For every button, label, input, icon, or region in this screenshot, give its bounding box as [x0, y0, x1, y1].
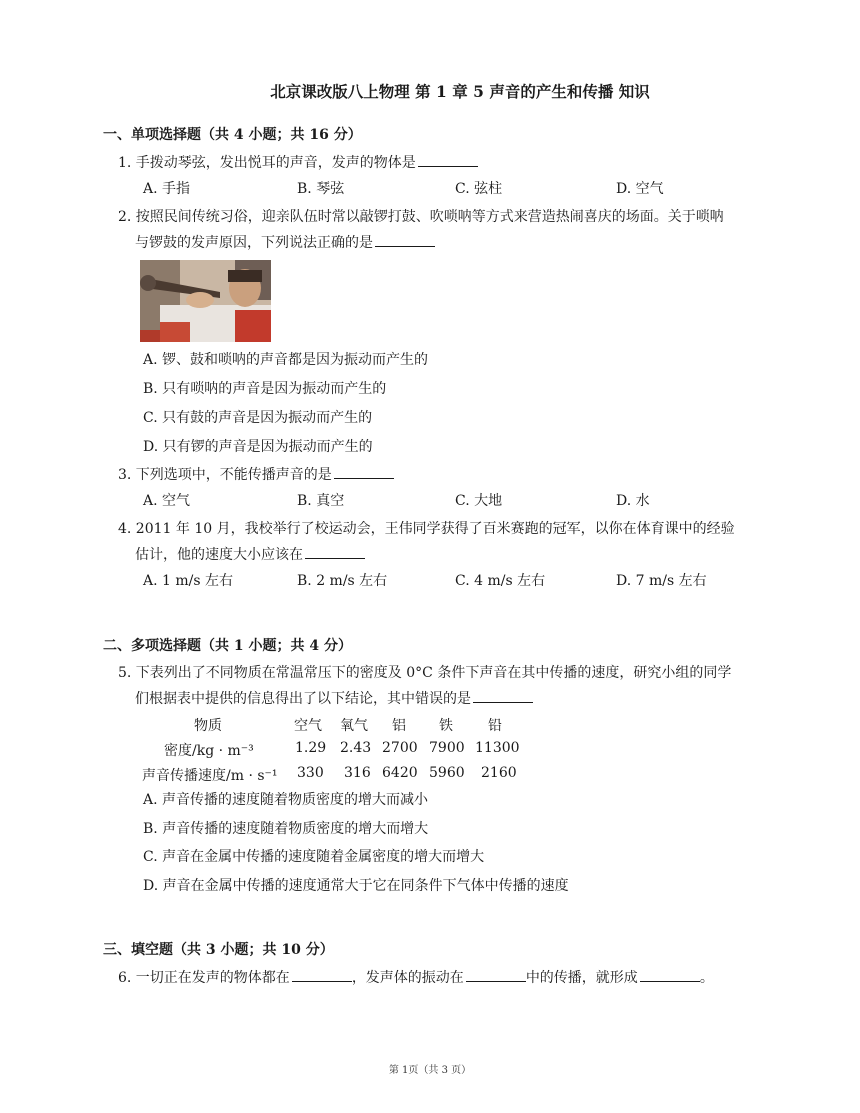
- answer-blank: [375, 245, 435, 247]
- option-d: D. 水: [616, 493, 650, 509]
- option-a: A. 手指: [143, 181, 191, 197]
- answer-blank: [466, 980, 526, 982]
- question-2-line1: 2. 按照民间传统习俗，迎亲队伍时常以敲锣打鼓、吹唢呐等方式来营造热闹喜庆的场面。关于唢呐: [118, 209, 724, 225]
- question-2-option-b: B. 只有唢呐的声音是因为振动而产生的: [143, 381, 387, 397]
- option-c: C. 4 m/s 左右: [455, 573, 546, 589]
- density-iron: 7900: [429, 740, 465, 756]
- question-5-line2-text: 们根据表中提供的信息得出了以下结论，其中错误的是: [135, 691, 471, 707]
- question-1-text: 1. 手拨动琴弦，发出悦耳的声音，发声的物体是: [118, 155, 416, 171]
- table-header-oxygen: 氧气: [340, 718, 368, 734]
- question-6-part3: 中的传播，就形成: [525, 970, 638, 986]
- speed-label: 声音传播速度/m · s⁻¹: [142, 768, 278, 784]
- option-d: D. 空气: [616, 181, 664, 197]
- density-lead: 11300: [475, 740, 520, 756]
- table-header-lead: 铅: [488, 718, 502, 734]
- speed-iron: 5960: [429, 765, 465, 781]
- speed-oxygen: 316: [344, 765, 371, 781]
- answer-blank: [292, 980, 352, 982]
- option-c: C. 弦柱: [455, 181, 503, 197]
- question-6-part2: ，发声体的振动在: [351, 970, 464, 986]
- density-aluminum: 2700: [382, 740, 418, 756]
- section-heading-fill-blank: 三、填空题（共 3 小题；共 10 分）: [103, 942, 334, 958]
- question-5-option-c: C. 声音在金属中传播的速度随着金属密度的增大而增大: [143, 849, 485, 865]
- question-5-option-a: A. 声音传播的速度随着物质密度的增大而减小: [143, 792, 429, 808]
- question-3-stem: [118, 462, 768, 488]
- question-5-option-d: D. 声音在金属中传播的速度通常大于它在同条件下气体中传播的速度: [143, 878, 569, 894]
- question-3-text: 3. 下列选项中，不能传播声音的是: [118, 467, 332, 483]
- density-air: 1.29: [295, 740, 327, 756]
- question-4-line1: 4. 2011 年 10 月，我校举行了校运动会，王伟同学获得了百米赛跑的冠军，以你在体育课中的经验: [118, 521, 735, 537]
- section-heading-single-choice: 一、单项选择题（共 4 小题；共 16 分）: [103, 127, 362, 143]
- speed-air: 330: [297, 765, 324, 781]
- question-5-option-b: B. 声音传播的速度随着物质密度的增大而增大: [143, 821, 429, 837]
- question-4-line2: [118, 542, 778, 568]
- answer-blank: [334, 477, 394, 479]
- question-2-stem: [118, 204, 778, 256]
- question-2-line2-text: 与锣鼓的发声原因，下列说法正确的是: [135, 235, 373, 251]
- question-4-line2-text: 估计，他的速度大小应该在: [135, 547, 303, 563]
- option-b: B. 琴弦: [297, 181, 345, 197]
- option-c: C. 大地: [455, 493, 503, 509]
- question-2-option-c: C. 只有鼓的声音是因为振动而产生的: [143, 410, 373, 426]
- density-oxygen: 2.43: [340, 740, 372, 756]
- option-b: B. 真空: [297, 493, 345, 509]
- question-1-options: [143, 178, 783, 198]
- question-2-line2: [118, 230, 778, 256]
- question-5-stem: [118, 660, 778, 712]
- speed-lead: 2160: [481, 765, 517, 781]
- answer-blank: [418, 165, 478, 167]
- option-a: A. 空气: [143, 493, 191, 509]
- question-2-option-d: D. 只有锣的声音是因为振动而产生的: [143, 439, 373, 455]
- question-1-stem: [118, 150, 768, 176]
- page-title: 北京课改版八上物理 第 1 章 5 声音的产生和传播 知识: [270, 82, 650, 101]
- question-4-stem: [118, 516, 778, 568]
- question-3-options: [143, 490, 783, 510]
- speed-aluminum: 6420: [382, 765, 418, 781]
- section-heading-multi-choice: 二、多项选择题（共 1 小题；共 4 分）: [103, 638, 352, 654]
- table-header-iron: 铁: [439, 718, 453, 734]
- option-d: D. 7 m/s 左右: [616, 573, 707, 589]
- question-5-line2: [118, 686, 778, 712]
- density-label: 密度/kg · m⁻³: [164, 743, 254, 759]
- option-b: B. 2 m/s 左右: [297, 573, 388, 589]
- answer-blank: [305, 557, 365, 559]
- table-header-air: 空气: [294, 718, 322, 734]
- question-2-option-a: A. 锣、鼓和唢呐的声音都是因为振动而产生的: [143, 352, 429, 368]
- question-6-part1: 6. 一切正在发声的物体都在: [118, 970, 290, 986]
- suona-photo: [140, 260, 271, 342]
- table-header-substance: 物质: [194, 718, 222, 734]
- answer-blank: [640, 980, 700, 982]
- question-6-part4: 。: [699, 970, 714, 986]
- question-5-line1: 5. 下表列出了不同物质在常温常压下的密度及 0°C 条件下声音在其中传播的速度，研究小组的同学: [118, 665, 732, 681]
- page-footer: 第 1页（共 3 页）: [388, 1065, 472, 1076]
- question-6-stem: [118, 965, 778, 991]
- question-4-options: [143, 570, 783, 590]
- table-header-aluminum: 铝: [392, 718, 406, 734]
- answer-blank: [473, 701, 533, 703]
- option-a: A. 1 m/s 左右: [143, 573, 233, 589]
